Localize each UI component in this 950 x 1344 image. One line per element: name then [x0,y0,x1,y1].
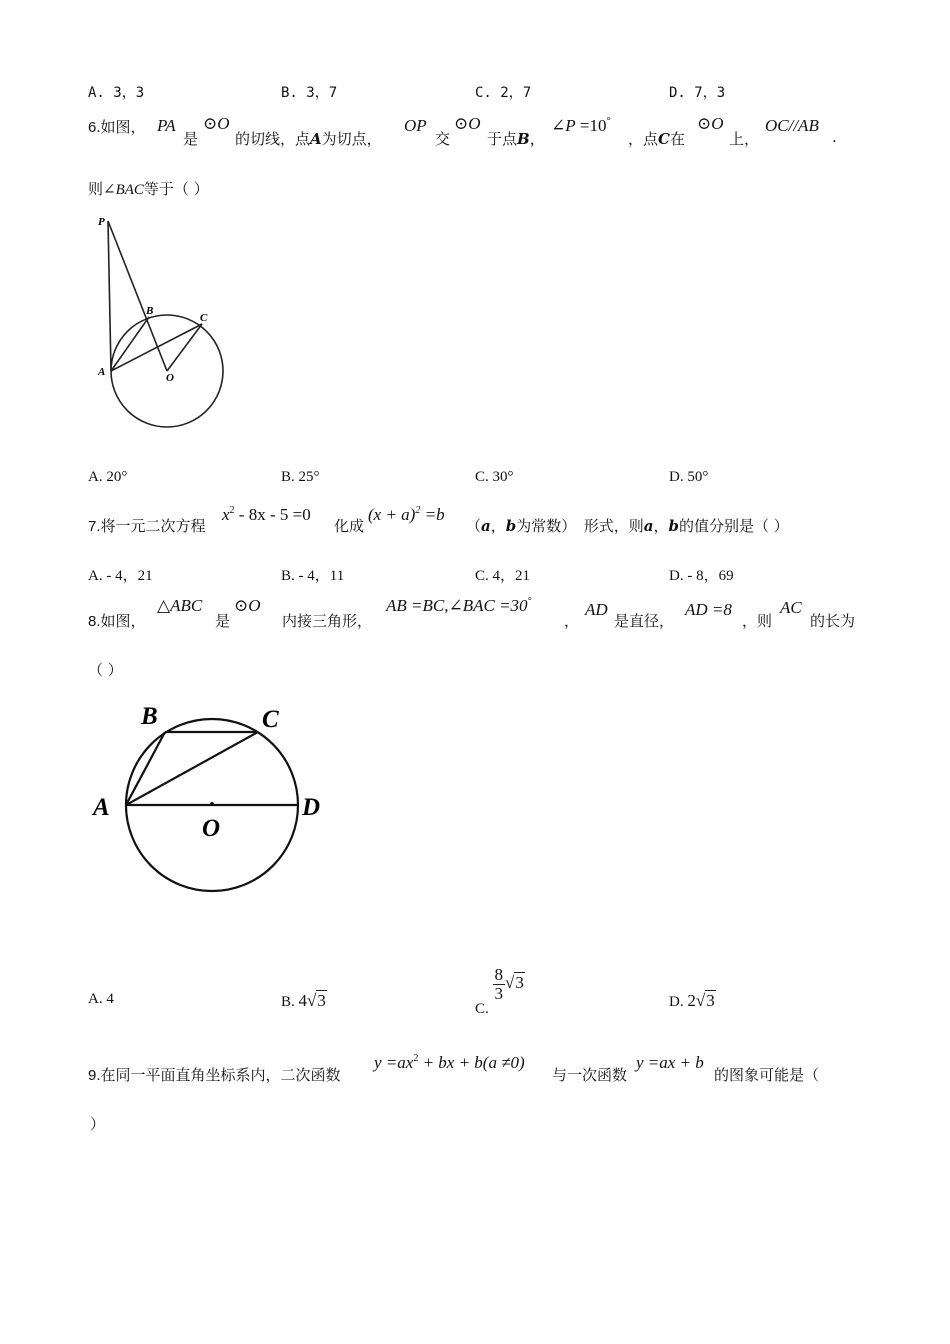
q6-segment-po [108,221,167,371]
q8-math-ac: AC [780,598,802,617]
q7-math-equation: $x^2 - 8x - 5 =0$ [222,505,311,524]
q8-stem-line2: （ ） [88,661,123,679]
q6-math-circle: ⊙O [697,114,724,133]
q6-text: 上， [729,130,760,148]
q6-math-op: OP [404,116,427,135]
q6-option-a: A. 20° [88,469,128,485]
q6-text: 于点B， [487,130,545,148]
q8-label-a: A [93,794,110,821]
q7-math-form: $(x + a)^2 =b$ [368,505,445,524]
q6-option-c: C. 30° [475,469,514,485]
q8-text: 的长为 [810,612,856,630]
q8-math-circle: ⊙O [234,596,261,615]
q7-number: 7. [88,518,101,535]
q8-text: 内接三角形， [282,612,373,630]
q6-label-b: B [146,305,154,317]
q8-math-ad-length: AD =8 [685,600,732,619]
q6-text: . [832,128,837,146]
q6-text: ，点C在 [628,130,685,148]
q6-math-circle: ⊙O [454,114,481,133]
q8-label-o: O [202,815,221,842]
q8-math-triangle: △ABC [157,596,203,615]
q6-option-d: D. 50° [669,469,709,485]
q6-option-b: B. 25° [281,469,320,485]
q6-figure [88,208,238,433]
q9-number: 9. [88,1067,101,1084]
q6-text: 的切线，点A为切点， [235,130,382,148]
q6-math-angle: ∠P =10° [551,116,611,135]
q8-option-a: A. 4 [88,991,114,1007]
q5-option-c: C. 2，7 [475,85,532,101]
q6-segment-pa [108,221,111,371]
q6-text: 是 [183,130,199,148]
q6-stem-line2: 则∠BAC等于（ ） [88,180,209,198]
q8-number: 8. [88,613,101,630]
q6-math-parallel: OC//AB [765,116,819,135]
q8-option-c: C. $\frac{8}{3}$ √3 [475,965,524,1017]
q7-option-a: A. - 4，21 [88,568,153,584]
q8-text: 是直径， [614,612,675,630]
q6-text: 交 [435,130,451,148]
q6-segment-ac [111,324,202,371]
q8-center-dot [210,802,214,806]
q8-label-c: C [262,706,279,733]
q6-label-p: P [98,216,105,228]
q8-math-ad: AD [585,600,608,619]
q9-text: 的图象可能是（ [714,1066,820,1084]
q9-math-linear: y =ax + b [636,1053,704,1072]
q8-option-b: B. 4√3 [281,991,326,1010]
q6-label-c: C [200,312,208,324]
q7-text: （a，b为常数） 形式，则a，b的值分别是（ ） [466,517,789,535]
q7-stem: 7.将一元二次方程 [88,517,206,535]
q7-option-b: B. - 4，11 [281,568,345,584]
q9-text: 与一次函数 [552,1066,628,1084]
q6-label-a: A [98,366,106,378]
q6-number: 6. [88,119,101,136]
q5-option-b: B. 3，7 [281,85,338,101]
q7-text: 化成 [334,517,365,535]
q8-stem: 8.如图， [88,612,146,630]
q6-math-pa: PA [157,116,176,135]
q6-segment-ab [111,317,149,371]
q9-stem: 9.在同一平面直角坐标系内，二次函数 [88,1066,341,1084]
q8-figure [88,698,338,898]
q8-text: ， [564,612,580,630]
q8-label-b: B [141,703,158,730]
q8-text: ，则 [742,612,773,630]
q6-segment-oc [167,324,202,371]
q9-stem-line2: ） [90,1115,106,1133]
q5-option-d: D. 7，3 [669,85,726,101]
q5-option-a: A. 3，3 [88,85,145,101]
q6-label-o: O [166,372,174,384]
q9-math-quadratic: $y =ax^2$ + bx + b(a ≠0) [374,1053,525,1072]
q8-math-condition: AB =BC,∠BAC =30° [386,596,532,615]
q7-option-d: D. - 8，69 [669,568,734,584]
q6-stem: 6.如图， [88,118,146,136]
q8-option-c-fraction: $\frac{8}{3}$ [494,965,504,1003]
q8-label-d: D [302,794,321,821]
q8-option-d: D. 2√3 [669,991,715,1010]
q7-option-c: C. 4，21 [475,568,531,584]
q6-math-circle: ⊙O [203,114,230,133]
q8-text: 是 [215,612,231,630]
